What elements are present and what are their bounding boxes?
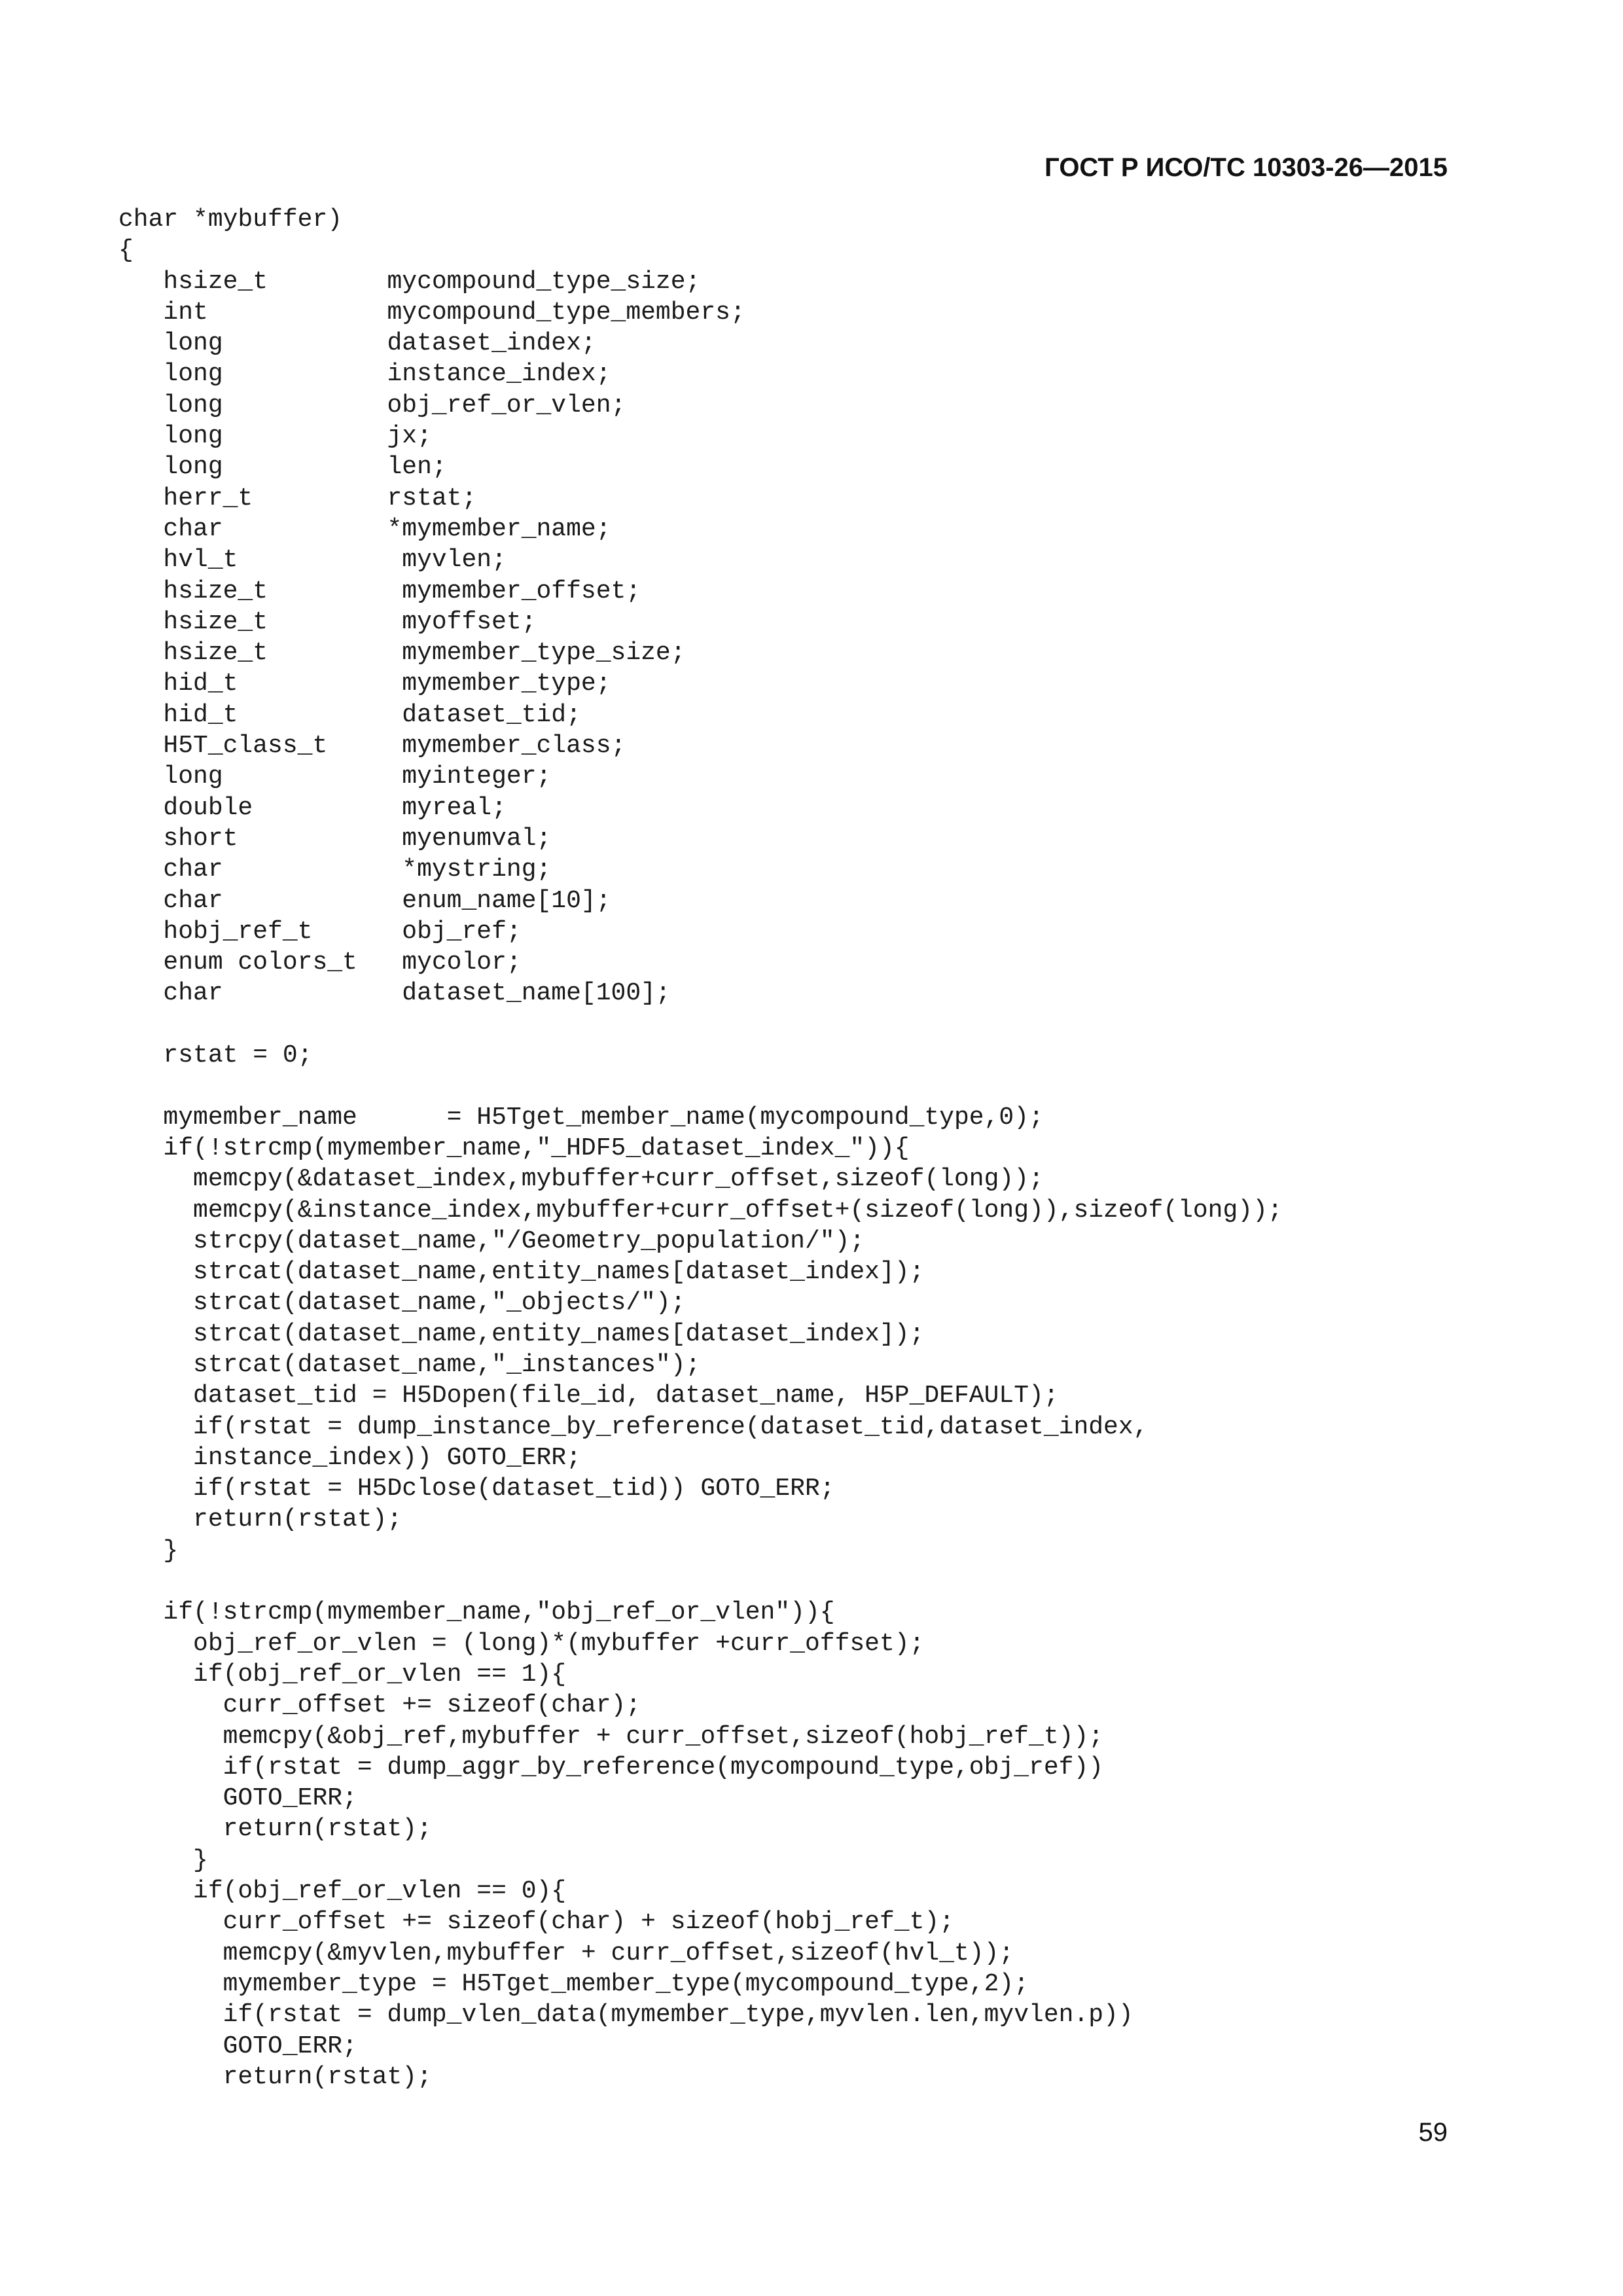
code-line: memcpy(&obj_ref,mybuffer + curr_offset,sizeof(hobj_ref_t));	[118, 1722, 1104, 1751]
code-line: return(rstat);	[118, 1505, 402, 1534]
code-line	[118, 1009, 1283, 1040]
code-line: if(!strcmp(mymember_name,"obj_ref_or_vlen")){	[118, 1598, 835, 1627]
code-line: long dataset_index;	[118, 329, 596, 358]
code-line: char dataset_name[100];	[118, 979, 671, 1008]
code-line: herr_t rstat;	[118, 484, 477, 512]
code-line: mymember_name = H5Tget_member_name(mycompound_type,0);	[118, 1103, 1044, 1132]
code-line: curr_offset += sizeof(char);	[118, 1691, 641, 1720]
code-line: if(rstat = H5Dclose(dataset_tid)) GOTO_ERR;	[118, 1475, 835, 1503]
code-line: enum colors_t mycolor;	[118, 948, 522, 977]
code-line: hsize_t mycompound_type_size;	[118, 267, 701, 296]
code-line: hobj_ref_t obj_ref;	[118, 917, 522, 946]
code-line	[118, 1071, 1283, 1102]
code-line: mymember_type = H5Tget_member_type(mycompound_type,2);	[118, 1969, 1029, 1998]
code-line: dataset_tid = H5Dopen(file_id, dataset_name, H5P_DEFAULT);	[118, 1382, 1059, 1410]
code-line: long obj_ref_or_vlen;	[118, 391, 626, 420]
code-line: return(rstat);	[118, 2062, 432, 2091]
code-line: if(!strcmp(mymember_name,"_HDF5_dataset_index_")){	[118, 1134, 910, 1162]
code-line: rstat = 0;	[118, 1041, 313, 1070]
code-line: hid_t dataset_tid;	[118, 700, 581, 729]
code-line: if(rstat = dump_instance_by_reference(dataset_tid,dataset_index,	[118, 1412, 1149, 1441]
code-line: obj_ref_or_vlen = (long)*(mybuffer +curr_offset);	[118, 1629, 925, 1658]
code-line: }	[118, 1536, 179, 1565]
code-line: strcpy(dataset_name,"/Geometry_population/");	[118, 1227, 865, 1255]
code-line: H5T_class_t mymember_class;	[118, 732, 626, 761]
code-line: memcpy(&dataset_index,mybuffer+curr_offset,sizeof(long));	[118, 1165, 1044, 1194]
code-line: return(rstat);	[118, 1815, 432, 1844]
code-line: strcat(dataset_name,"_instances");	[118, 1350, 701, 1379]
code-line: GOTO_ERR;	[118, 1784, 357, 1813]
code-line: hsize_t mymember_offset;	[118, 577, 641, 605]
code-line: {	[118, 236, 134, 265]
code-listing	[118, 204, 1283, 2092]
code-line: if(rstat = dump_aggr_by_reference(mycompound_type,obj_ref))	[118, 1753, 1104, 1782]
code-line: char enum_name[10];	[118, 886, 611, 915]
code-line: long myinteger;	[118, 762, 552, 791]
code-line: hsize_t mymember_type_size;	[118, 639, 686, 668]
code-line: if(obj_ref_or_vlen == 0){	[118, 1877, 567, 1906]
code-line: short myenumval;	[118, 824, 552, 853]
code-line: strcat(dataset_name,"_objects/");	[118, 1289, 686, 1318]
code-line: strcat(dataset_name,entity_names[dataset_index]);	[118, 1319, 925, 1348]
code-line: long jx;	[118, 422, 432, 451]
code-line: curr_offset += sizeof(char) + sizeof(hobj_ref_t);	[118, 1908, 955, 1937]
code-line: memcpy(&instance_index,mybuffer+curr_offset+(sizeof(long)),sizeof(long));	[118, 1196, 1283, 1225]
code-line: GOTO_ERR;	[118, 2032, 357, 2060]
code-line: long instance_index;	[118, 360, 611, 389]
code-line: hid_t mymember_type;	[118, 670, 611, 698]
code-line: double myreal;	[118, 793, 507, 822]
code-line: hsize_t myoffset;	[118, 607, 537, 636]
page-number: 59	[1418, 2118, 1448, 2147]
code-line: char *mymember_name;	[118, 514, 611, 543]
code-line: }	[118, 1846, 208, 1874]
code-line: instance_index)) GOTO_ERR;	[118, 1443, 581, 1472]
code-line: long len;	[118, 453, 447, 482]
code-line: strcat(dataset_name,entity_names[dataset_index]);	[118, 1258, 925, 1287]
code-line: char *mybuffer)	[118, 206, 343, 234]
code-line: if(rstat = dump_vlen_data(mymember_type,myvlen.len,myvlen.p))	[118, 2001, 1133, 2030]
page-header-standard: ГОСТ Р ИСО/ТС 10303-26—2015	[1044, 153, 1448, 182]
code-line: char *mystring;	[118, 855, 552, 884]
code-line: if(obj_ref_or_vlen == 1){	[118, 1660, 567, 1689]
code-line: hvl_t myvlen;	[118, 546, 507, 575]
code-line: memcpy(&myvlen,mybuffer + curr_offset,sizeof(hvl_t));	[118, 1939, 1014, 1967]
code-line: int mycompound_type_members;	[118, 298, 745, 327]
code-line	[118, 1566, 1283, 1597]
